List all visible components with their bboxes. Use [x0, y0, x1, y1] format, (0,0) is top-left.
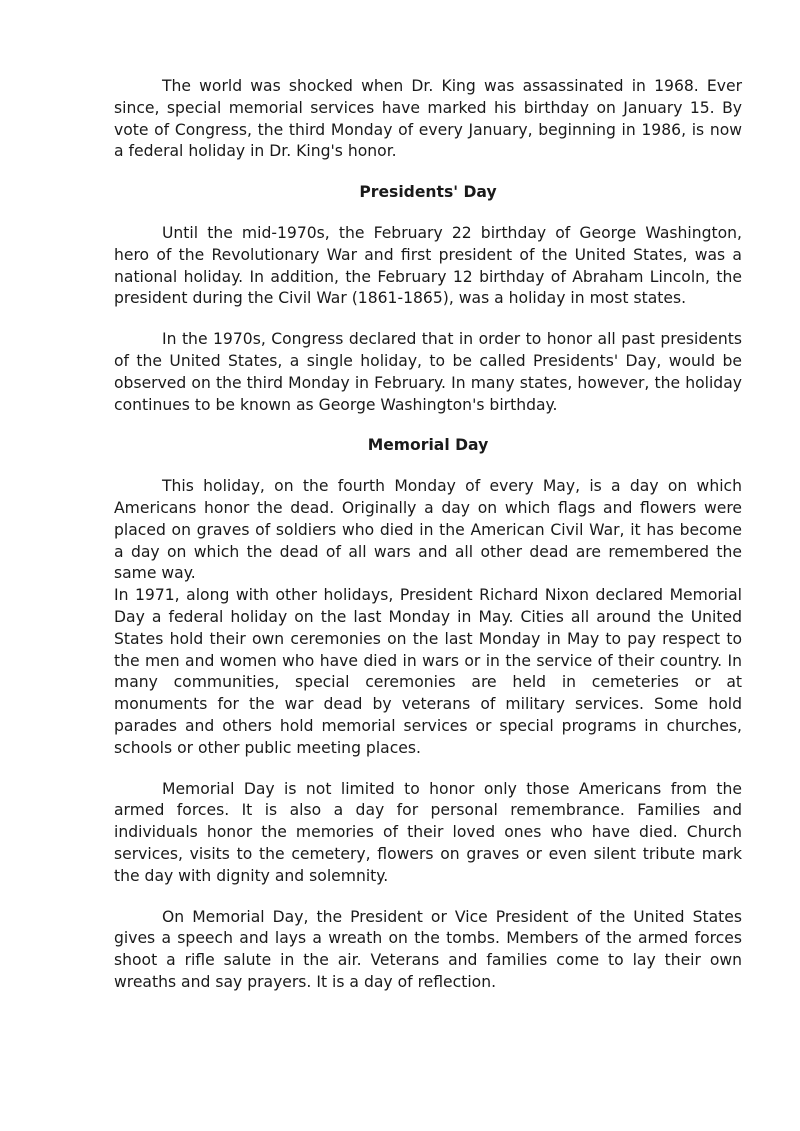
- heading-memorial-day: Memorial Day: [367, 436, 489, 455]
- paragraph-memorial-remembrance: Memorial Day is not limited to honor only those Americans from the armed forces. It is also a day for personal remembrance. Families and individuals honor the memories of their loved ones who have died. Church services, visits to the cemetery, flowers on graves or even silent tribute mark the day with dignity and solemnity.: [114, 779, 742, 885]
- paragraph-memorial-ceremony: On Memorial Day, the President or Vice President of the United States gives a speech and lays a wreath on the tombs. Members of the armed forces shoot a rifle salute in the air. Veterans and families come to lay their own wreaths and say prayers. It is a day of reflection.: [114, 907, 742, 991]
- paragraph-presidents-congress: In the 1970s, Congress declared that in order to honor all past presidents of the United States, a single holiday, to be called Presidents' Day, would be observed on the third Monday in February. In many states, however, the holiday continues to be known as George Washington's birthday.: [114, 330, 742, 414]
- paragraph-memorial-origin: This holiday, on the fourth Monday of every May, is a day on which Americans honor the dead. Originally a day on which flags and flowers were placed on graves of soldiers who died in the American Civil War, it has become a day on which the dead of all wars and all other dead are remembered the same way.: [114, 477, 742, 583]
- paragraph-mlk: The world was shocked when Dr. King was assassinated in 1968. Ever since, special memorial services have marked his birthday on January 15. By vote of Congress, the third Monday of every January, beginning in 1986, is now a federal holiday in Dr. King's honor.: [114, 77, 742, 161]
- heading-presidents-day: Presidents' Day: [359, 183, 497, 202]
- document-page: [114, 76, 742, 994]
- paragraph-presidents-history: Until the mid-1970s, the February 22 birthday of George Washington, hero of the Revolutionary War and first president of the United States, was a national holiday. In addition, the February 12 birthday of Abraham Lincoln, the president during the Civil War (1861-1865), was a holiday in most states.: [114, 223, 742, 308]
- paragraph-memorial-1971: In 1971, along with other holidays, President Richard Nixon declared Memorial Day a federal holiday on the last Monday in May. Cities all around the United States hold their own ceremonies on the last Monday in May to pay respect to the men and women who have died in wars or in the service of their country. In many communities, special ceremonies are held in cemeteries or at monuments for the war dead by veterans of military services. Some hold parades and others hold memorial services or special programs in churches, schools or other public meeting places.: [114, 586, 742, 757]
